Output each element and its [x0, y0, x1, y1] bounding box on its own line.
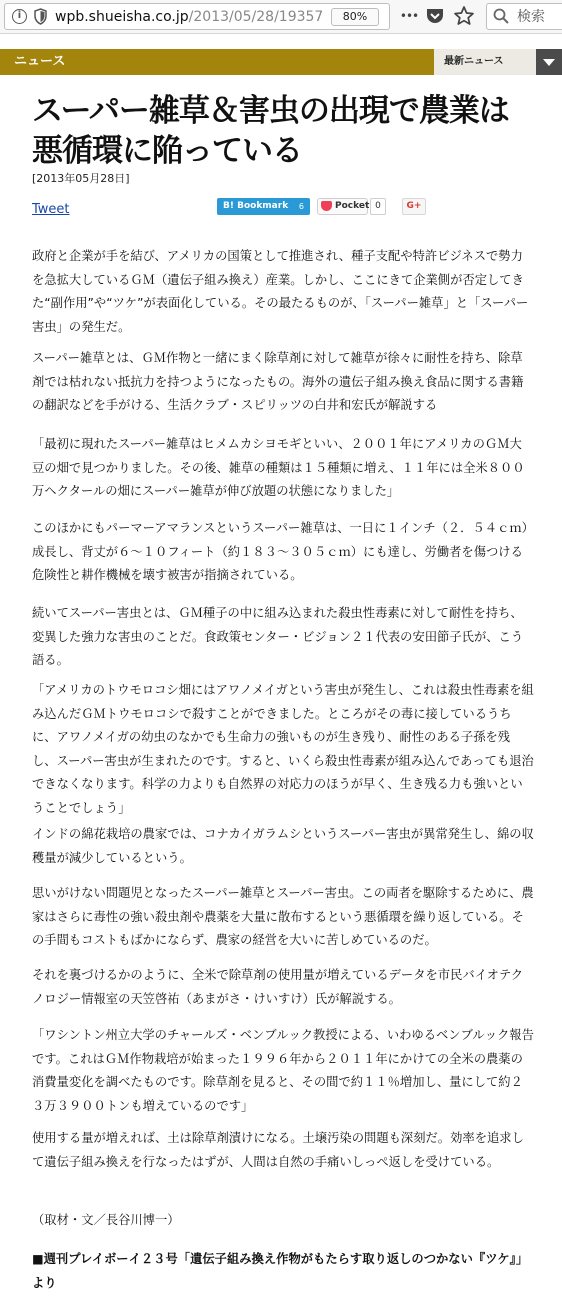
- article-paragraph: 思いがけない問題児となったスーパー雑草とスーパー害虫。この両者を駆除するために、農家はさらに毒性の強い殺虫剤や農薬を大量に散布するという悪循環を繰り返している。その手間もコストもばかにならず、農家の経営を大いに苦しめているのだ。: [32, 886, 534, 947]
- article-byline: （取材・文／長谷川博一）: [32, 1213, 180, 1227]
- article-date: [2013年05月28日]: [32, 172, 130, 185]
- article-paragraph: インドの綿花栽培の農家では、コナカイガラムシというスーパー害虫が異常発生し、綿の収穫量が減少しているという。: [32, 827, 534, 865]
- url-text[interactable]: [55, 9, 325, 26]
- search-icon: [493, 8, 509, 24]
- google-plus-button[interactable]: G+: [402, 198, 426, 215]
- tweet-link[interactable]: Tweet: [32, 202, 70, 217]
- zoom-level-button[interactable]: 80%: [331, 8, 379, 26]
- article-paragraph: それを裏づけるかのように、全米で除草剤の使用量が増えているデータを市民バイオテクノロジー情報室の天笠啓祐（あまがさ・けいすけ）氏が解説する。: [32, 968, 524, 1006]
- pocket-label: Pocket: [335, 201, 370, 211]
- latest-news-tab[interactable]: 最新ニュース: [434, 49, 536, 75]
- pocket-count: 0: [370, 198, 386, 215]
- article-paragraph: 「最初に現れたスーパー雑草はヒメムカシヨモギといい、２００１年にアメリカのＧＭ大豆の畑で見つかりました。その後、雑草の種類は１５種類に増え、１１年には全米８００万ヘクタールの畑にスーパー雑草が伸び放題の状態になりました」: [32, 437, 525, 498]
- article-paragraph: 政府と企業が手を結び、アメリカの国策として推進され、種子支配や特許ビジネスで勢力を急拡大しているＧＭ（遺伝子組み換え）産業。しかし、ここにきて企業側が否定してきた“副作用”や“ツケ”が表面化している。その最たるものが、「スーパー雑草」と「スーパー害虫」の発生だ。: [32, 249, 529, 334]
- chevron-down-icon: [543, 59, 555, 66]
- hatena-bookmark-button[interactable]: [217, 198, 310, 215]
- article-paragraph: 使用する量が増えれば、土は除草剤漬けになる。土壌汚染の問題も深刻だ。効率を追求して遺伝子組み換えを行なったはずが、人間は自然の手痛いしっぺ返しを受けている。: [32, 1131, 524, 1169]
- bookmark-star-icon[interactable]: [453, 5, 475, 27]
- section-bar: [0, 49, 562, 75]
- hatena-bookmark-count: 6: [298, 202, 304, 211]
- hatena-bookmark-label: B! Bookmark: [223, 201, 289, 211]
- article-source: ■週刊プレイボーイ２３号「遺伝子組み換え作物がもたらす取り返しのつかない『ツケ』」より: [32, 1252, 529, 1290]
- search-box[interactable]: [486, 3, 562, 30]
- article-paragraph: このほかにもパーマーアマランスというスーパー雑草は、一日に１インチ（２．５４ｃｍ）成長し、背丈が６～１０フィート（約１８３～３０５ｃｍ）にも達し、労働者を傷つける危険性と耕作機械を壊す被害が指摘されている。: [32, 521, 534, 582]
- article-paragraph: スーパー雑草とは、ＧＭ作物と一緒にまく除草剤に対して雑草が徐々に耐性を持ち、除草剤では枯れない抵抗力を持つようになったもの。海外の遺伝子組み換え食品に関する書籍の翻訳などを手がける、生活クラブ・スピリッツの白井和宏氏が解説する: [32, 351, 524, 412]
- pocket-button[interactable]: [317, 198, 368, 215]
- article-paragraph: 続いてスーパー害虫とは、ＧＭ種子の中に組み込まれた殺虫性毒素に対して耐性を持ち、変異した強力な害虫のことだ。食政策センター・ビジョン２１代表の安田節子氏が、こう語る。: [32, 606, 524, 667]
- browser-toolbar: [0, 0, 562, 34]
- info-icon[interactable]: i: [12, 9, 27, 24]
- article-title: スーパー雑草＆害虫の出現で農業は悪循環に陥っている: [32, 93, 509, 169]
- latest-news-toggle[interactable]: [536, 49, 562, 75]
- search-placeholder: 検索: [517, 9, 545, 25]
- page-actions-icon[interactable]: •••: [399, 9, 419, 23]
- article-paragraph: 「ワシントン州立大学のチャールズ・ベンブルック教授による、いわゆるベンブルック報告です。これはＧＭ作物栽培が始まった１９９６年から２０１１年にかけての全米の農薬の消費量変化を調べたものです。除草剤を見ると、その間で約１１％増加し、量にして約２３万３９００トンも増えているのです」: [32, 1028, 534, 1113]
- url-bar[interactable]: [4, 3, 390, 30]
- article-paragraph: 「アメリカのトウモロコシ畑にはアワノメイガという害虫が発生し、これは殺虫性毒素を組み込んだＧＭトウモロコシで殺すことができました。ところがその毒に接しているうちに、アワノメイガの幼虫のなかでも生命力の強いものが生き残り、耐性のある子孫を残し、スーパー害虫が生まれたのです。すると、いくら殺虫性毒素が組み込んであっても退治できなくなります。科学の力よりも自然界の対応力のほうが早く、生き残る力も強いということでしょう」: [32, 683, 534, 815]
- pocket-save-icon[interactable]: [425, 6, 445, 26]
- shield-icon[interactable]: [34, 8, 47, 25]
- url-path: /2013/05/28/19357: [188, 9, 324, 25]
- section-title[interactable]: ニュース: [14, 54, 66, 69]
- url-host: wpb.shueisha.co.jp: [55, 9, 189, 25]
- pocket-icon: [321, 201, 332, 211]
